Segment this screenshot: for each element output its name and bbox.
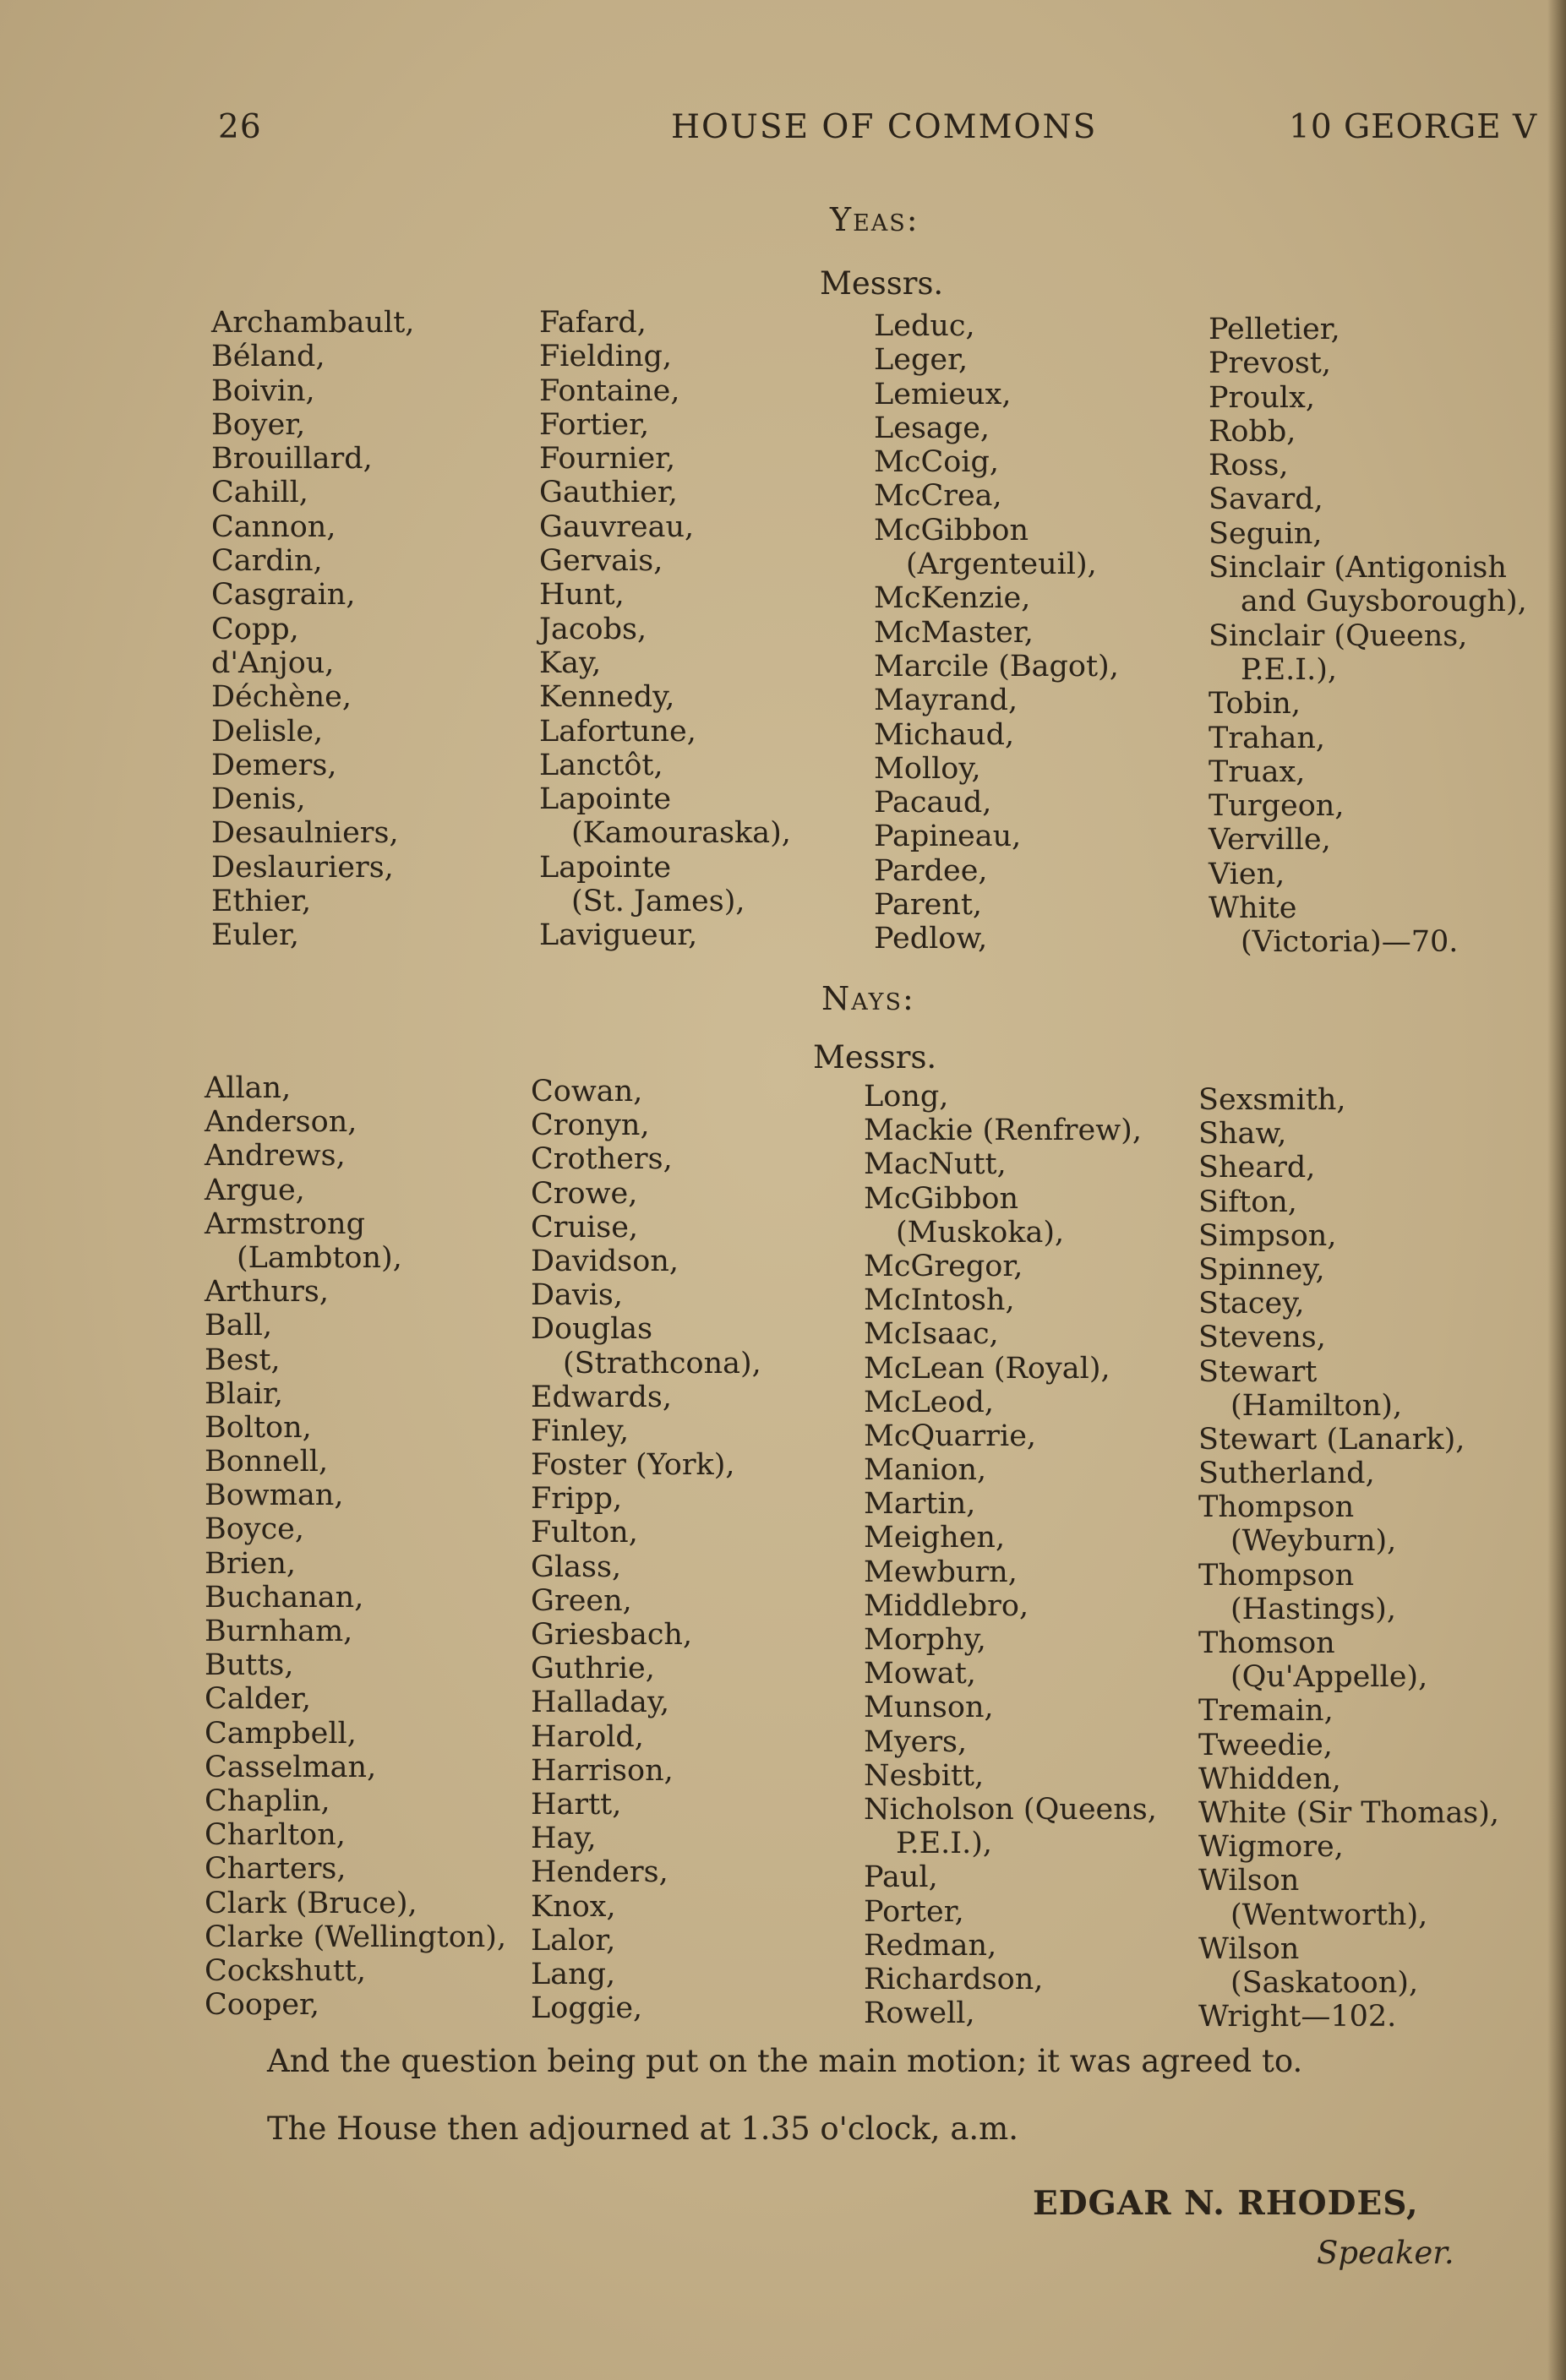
yeas-member-name: Jacobs, xyxy=(539,612,647,646)
yeas-member-name: Leger, xyxy=(874,343,969,378)
nays-member-name: McLeod, xyxy=(864,1385,994,1419)
nays-member-name: Clarke (Wellington), xyxy=(205,1920,507,1954)
nays-member-name: (Wentworth), xyxy=(1230,1898,1428,1932)
yeas-member-name: Papineau, xyxy=(874,820,1022,854)
yeas-member-name: Verville, xyxy=(1209,823,1331,858)
nays-member-name: Griesbach, xyxy=(531,1618,693,1652)
nays-member-name: Anderson, xyxy=(205,1105,357,1140)
nays-member-name: Rowell, xyxy=(864,1996,975,2031)
nays-member-name: Morphy, xyxy=(864,1623,986,1657)
nays-member-name: Finley, xyxy=(531,1413,630,1448)
signer-name: EDGAR N. RHODES, xyxy=(1033,2184,1419,2223)
nays-member-name: Stewart xyxy=(1198,1354,1318,1389)
nays-column-4 xyxy=(1198,1083,1499,2034)
yeas-member-name: Fafard, xyxy=(539,306,647,340)
nays-member-name: Edwards, xyxy=(531,1380,673,1414)
nays-member-name: Cronyn, xyxy=(531,1108,650,1143)
yeas-member-name: Cahill, xyxy=(211,476,308,510)
nays-member-name: Porter, xyxy=(864,1894,964,1929)
yeas-member-name: Béland, xyxy=(211,340,325,374)
nays-member-name: Campbell, xyxy=(205,1716,357,1751)
nays-member-name: Fripp, xyxy=(531,1482,623,1517)
nays-member-name: Loggie, xyxy=(531,1991,643,2026)
yeas-member-name: Turgeon, xyxy=(1209,789,1345,824)
nays-member-name: Paul, xyxy=(864,1860,938,1895)
nays-member-name: Bolton, xyxy=(205,1410,312,1445)
yeas-member-name: Seguin, xyxy=(1209,516,1323,551)
nays-member-name: Lang, xyxy=(531,1957,616,1991)
nays-member-name: Hay, xyxy=(531,1822,597,1856)
nays-member-name: Myers, xyxy=(864,1724,968,1759)
yeas-member-name: and Guysborough), xyxy=(1241,585,1527,619)
nays-member-name: Crothers, xyxy=(531,1142,673,1177)
yeas-member-name: Lapointe xyxy=(539,850,672,885)
yeas-member-name: Lafortune, xyxy=(539,714,696,749)
yeas-member-name: Proulx, xyxy=(1209,380,1315,415)
page-edge-shadow xyxy=(1547,0,1566,2380)
yeas-column-4 xyxy=(1209,313,1527,960)
nays-column-1 xyxy=(205,1071,506,2022)
nays-member-name: Harrison, xyxy=(531,1753,674,1788)
nays-member-name: Andrews, xyxy=(205,1139,346,1174)
nays-member-name: Meighen, xyxy=(864,1521,1006,1555)
yeas-heading: Yeas: xyxy=(830,201,919,238)
nays-member-name: McGibbon xyxy=(864,1181,1019,1216)
nays-member-name: Charters, xyxy=(205,1852,346,1887)
yeas-member-name: Euler, xyxy=(211,918,300,953)
yeas-member-name: Ross, xyxy=(1209,449,1289,483)
yeas-member-name: Pedlow, xyxy=(874,922,988,956)
nays-member-name: Blair, xyxy=(205,1376,283,1411)
nays-member-name: Brien, xyxy=(205,1546,297,1581)
yeas-member-name: Lesage, xyxy=(874,411,990,445)
nays-column-2 xyxy=(531,1075,761,2025)
nays-member-name: Simpson, xyxy=(1198,1218,1337,1253)
yeas-member-name: Déchène, xyxy=(211,680,352,715)
yeas-member-name: (Kamouraska), xyxy=(571,816,791,851)
nays-member-name: Knox, xyxy=(531,1889,616,1924)
yeas-member-name: Trahan, xyxy=(1209,721,1326,755)
yeas-member-name: Copp, xyxy=(211,612,299,646)
yeas-column-3 xyxy=(874,309,1119,956)
nays-member-name: Cockshutt, xyxy=(205,1953,366,1988)
nays-member-name: Wright—102. xyxy=(1198,2000,1397,2034)
yeas-member-name: Archambault, xyxy=(211,306,415,340)
yeas-member-name: Leduc, xyxy=(874,309,975,343)
yeas-member-name: (St. James), xyxy=(571,885,745,919)
yeas-member-name: Robb, xyxy=(1209,414,1296,449)
nays-member-name: Wigmore, xyxy=(1198,1830,1344,1865)
nays-member-name: (Hastings), xyxy=(1230,1592,1396,1626)
nays-member-name: Thompson xyxy=(1198,1490,1355,1525)
motion-result-note: And the question being put on the main motion; it was agreed to. xyxy=(267,2043,1303,2079)
yeas-column-2 xyxy=(539,306,791,953)
session-label: 10 GEORGE V xyxy=(1289,108,1538,146)
yeas-member-name: P.E.I.), xyxy=(1241,652,1337,687)
yeas-member-name: Ethier, xyxy=(211,885,312,919)
adjournment-note: The House then adjourned at 1.35 o'clock, a.m. xyxy=(267,2110,1018,2147)
nays-member-name: Munson, xyxy=(864,1691,994,1725)
nays-member-name: Glass, xyxy=(531,1549,622,1584)
nays-member-name: Wilson xyxy=(1198,1864,1300,1898)
yeas-member-name: Lavigueur, xyxy=(539,918,698,953)
nays-member-name: Stevens, xyxy=(1198,1321,1326,1355)
yeas-member-name: McGibbon xyxy=(874,513,1029,547)
nays-member-name: Harold, xyxy=(531,1719,644,1754)
nays-member-name: Sutherland, xyxy=(1198,1457,1375,1491)
nays-member-name: Bonnell, xyxy=(205,1445,329,1479)
nays-member-name: Mewburn, xyxy=(864,1555,1018,1589)
nays-member-name: Green, xyxy=(531,1583,632,1618)
nays-member-name: Douglas xyxy=(531,1312,653,1347)
yeas-member-name: Savard, xyxy=(1209,482,1323,517)
nays-member-name: McQuarrie, xyxy=(864,1419,1037,1453)
nays-member-name: Richardson, xyxy=(864,1962,1044,1996)
signer-title: Speaker. xyxy=(1317,2235,1454,2271)
yeas-member-name: Lemieux, xyxy=(874,377,1012,411)
yeas-member-name: Molloy, xyxy=(874,751,981,786)
yeas-member-name: d'Anjou, xyxy=(211,645,335,680)
nays-member-name: Spinney, xyxy=(1198,1252,1325,1287)
nays-member-name: Allan, xyxy=(205,1071,292,1105)
yeas-member-name: Lanctôt, xyxy=(539,748,663,782)
nays-member-name: Armstrong xyxy=(205,1206,365,1241)
yeas-member-name: Sinclair (Queens, xyxy=(1209,618,1468,653)
nays-member-name: Mackie (Renfrew), xyxy=(864,1114,1142,1148)
yeas-column-1 xyxy=(211,306,414,953)
nays-member-name: (Muskoka), xyxy=(896,1215,1065,1250)
nays-member-name: MacNutt, xyxy=(864,1147,1007,1182)
yeas-member-name: Pacaud, xyxy=(874,786,992,820)
nays-member-name: Buchanan, xyxy=(205,1580,364,1615)
nays-member-name: Fulton, xyxy=(531,1516,638,1550)
nays-member-name: Calder, xyxy=(205,1682,311,1717)
nays-member-name: Tremain, xyxy=(1198,1694,1334,1729)
yeas-member-name: Delisle, xyxy=(211,714,324,749)
nays-member-name: Arthurs, xyxy=(205,1275,329,1310)
nays-member-name: (Strathcona), xyxy=(563,1346,761,1381)
nays-member-name: (Saskatoon), xyxy=(1230,1965,1419,2000)
nays-member-name: Foster (York), xyxy=(531,1448,735,1483)
yeas-member-name: Cardin, xyxy=(211,544,323,579)
nays-member-name: Stacey, xyxy=(1198,1287,1305,1321)
yeas-member-name: Kay, xyxy=(539,645,602,680)
nays-member-name: Nicholson (Queens, xyxy=(864,1792,1157,1827)
nays-member-name: Burnham, xyxy=(205,1615,353,1648)
yeas-member-name: (Victoria)—70. xyxy=(1241,925,1459,960)
nays-member-name: (Hamilton), xyxy=(1230,1388,1403,1423)
nays-member-name: Manion, xyxy=(864,1453,987,1488)
yeas-member-name: McMaster, xyxy=(874,615,1034,650)
yeas-member-name: Denis, xyxy=(211,782,306,817)
yeas-member-name: McKenzie, xyxy=(874,581,1031,616)
yeas-member-name: Lapointe xyxy=(539,782,672,817)
yeas-member-name: Casgrain, xyxy=(211,578,356,613)
nays-member-name: Argue, xyxy=(205,1173,305,1207)
yeas-member-name: Desaulniers, xyxy=(211,816,399,851)
yeas-member-name: Gervais, xyxy=(539,544,663,579)
nays-member-name: Davidson, xyxy=(531,1244,679,1278)
yeas-member-name: White xyxy=(1209,891,1297,926)
yeas-member-name: Boivin, xyxy=(211,373,315,408)
page-number: 26 xyxy=(218,108,262,146)
yeas-member-name: Fontaine, xyxy=(539,373,680,408)
nays-member-name: Sheard, xyxy=(1198,1151,1316,1185)
nays-member-name: Sifton, xyxy=(1198,1185,1297,1219)
nays-member-name: Boyce, xyxy=(205,1512,305,1547)
nays-member-name: Mowat, xyxy=(864,1657,976,1691)
nays-member-name: Hartt, xyxy=(531,1787,622,1822)
nays-member-name: Casselman, xyxy=(205,1750,377,1784)
nays-member-name: P.E.I.), xyxy=(896,1827,992,1861)
yeas-member-name: Mayrand, xyxy=(874,684,1018,718)
nays-member-name: Cowan, xyxy=(531,1075,643,1108)
yeas-member-name: Deslauriers, xyxy=(211,850,394,885)
nays-member-name: Middlebro, xyxy=(864,1588,1029,1623)
page-title: HOUSE OF COMMONS xyxy=(671,108,1098,146)
yeas-member-name: Demers, xyxy=(211,748,337,782)
nays-member-name: White (Sir Thomas), xyxy=(1198,1795,1500,1830)
nays-member-name: Nesbitt, xyxy=(864,1758,985,1793)
yeas-member-name: (Argenteuil), xyxy=(906,547,1097,582)
yeas-messrs: Messrs. xyxy=(820,265,944,302)
yeas-member-name: Cannon, xyxy=(211,509,336,544)
yeas-member-name: Marcile (Bagot), xyxy=(874,649,1119,684)
yeas-member-name: Pardee, xyxy=(874,853,988,888)
nays-member-name: McIsaac, xyxy=(864,1317,999,1352)
yeas-member-name: McCrea, xyxy=(874,479,1002,514)
nays-member-name: Martin, xyxy=(864,1487,976,1522)
yeas-member-name: Hunt, xyxy=(539,578,625,613)
yeas-member-name: Sinclair (Antigonish xyxy=(1209,551,1507,585)
nays-member-name: Sexsmith, xyxy=(1198,1083,1346,1117)
nays-member-name: McLean (Royal), xyxy=(864,1351,1110,1386)
nays-member-name: Ball, xyxy=(205,1309,273,1343)
yeas-member-name: Parent, xyxy=(874,888,983,923)
yeas-member-name: Fortier, xyxy=(539,407,650,442)
nays-member-name: (Lambton), xyxy=(237,1240,402,1275)
nays-member-name: Chaplin, xyxy=(205,1784,330,1818)
nays-member-name: Cooper, xyxy=(205,1988,320,2023)
yeas-member-name: Michaud, xyxy=(874,717,1015,752)
nays-member-name: Butts, xyxy=(205,1648,294,1683)
nays-member-name: Stewart (Lanark), xyxy=(1198,1422,1465,1457)
nays-member-name: Shaw, xyxy=(1198,1117,1287,1152)
yeas-member-name: Fielding, xyxy=(539,340,673,374)
nays-member-name: Whidden, xyxy=(1198,1762,1341,1796)
nays-member-name: Thompson xyxy=(1198,1558,1355,1593)
nays-member-name: Lalor, xyxy=(531,1923,616,1958)
nays-heading: Nays: xyxy=(821,980,915,1017)
yeas-member-name: Truax, xyxy=(1209,754,1306,789)
nays-member-name: McGregor, xyxy=(864,1249,1023,1283)
nays-member-name: Long, xyxy=(864,1080,949,1114)
nays-member-name: Best, xyxy=(205,1342,281,1377)
yeas-member-name: McCoig, xyxy=(874,445,1000,480)
nays-member-name: Crowe, xyxy=(531,1176,638,1211)
yeas-member-name: Fournier, xyxy=(539,442,676,477)
yeas-member-name: Kennedy, xyxy=(539,680,675,715)
yeas-member-name: Tobin, xyxy=(1209,687,1301,722)
yeas-member-name: Gauvreau, xyxy=(539,509,695,544)
yeas-member-name: Gauthier, xyxy=(539,476,678,510)
yeas-member-name: Prevost, xyxy=(1209,346,1331,381)
nays-member-name: Halladay, xyxy=(531,1686,670,1720)
nays-member-name: Bowman, xyxy=(205,1479,344,1513)
nays-member-name: Tweedie, xyxy=(1198,1728,1333,1762)
nays-member-name: Charlton, xyxy=(205,1818,346,1853)
yeas-member-name: Brouillard, xyxy=(211,442,373,477)
nays-member-name: Redman, xyxy=(864,1928,997,1963)
nays-member-name: Thomson xyxy=(1198,1626,1335,1660)
yeas-member-name: Vien, xyxy=(1209,857,1285,891)
yeas-member-name: Pelletier, xyxy=(1209,313,1340,346)
nays-member-name: (Weyburn), xyxy=(1230,1524,1397,1559)
nays-member-name: (Qu'Appelle), xyxy=(1230,1660,1428,1695)
nays-member-name: Clark (Bruce), xyxy=(205,1886,417,1920)
nays-member-name: Wilson xyxy=(1198,1931,1300,1966)
yeas-member-name: Boyer, xyxy=(211,407,306,442)
nays-member-name: Henders, xyxy=(531,1855,668,1890)
nays-member-name: Cruise, xyxy=(531,1210,639,1244)
nays-messrs: Messrs. xyxy=(813,1039,937,1076)
nays-member-name: McIntosh, xyxy=(864,1283,1015,1318)
nays-column-3 xyxy=(864,1080,1157,2030)
nays-member-name: Davis, xyxy=(531,1278,623,1313)
nays-member-name: Guthrie, xyxy=(531,1652,655,1686)
